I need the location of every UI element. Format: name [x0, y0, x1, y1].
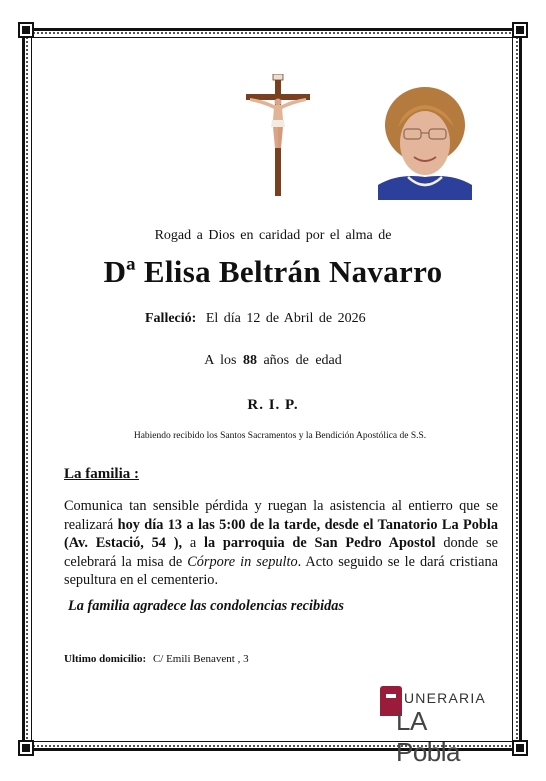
logo-text-bottom: LA Pobla [396, 706, 460, 767]
last-address-label: Ultimo domicilio: [64, 653, 147, 665]
invocation-text: Rogad a Dios en caridad por el alma de [154, 228, 392, 243]
crucifix-icon [244, 74, 312, 196]
funeral-announcement [64, 497, 498, 590]
sacraments-note: Habiendo recibido los Santos Sacramentos y la Bendición Apostólica de S.S. [133, 431, 427, 441]
death-date-label: Falleció: [145, 311, 197, 326]
family-heading: La familia : [64, 466, 139, 482]
announcement-bold: hoy día 13 a las 5:00 de la tarde, desde el Tanatorio La Pobla (Av. Estació, 54 ), [64, 516, 498, 551]
announcement-italic: Córpore in sepulto [187, 553, 298, 570]
rip-text: R. I. P. [247, 397, 299, 413]
announcement-part: Comunica tan sensible pérdida y ruegan la asistencia al entierro que se realizará [64, 498, 498, 533]
corner-ornament [512, 22, 528, 38]
announcement-part: . Acto seguido se le dará cristiana sepultura en el cementerio. [64, 553, 498, 588]
announcement-part: donde se celebrará la misa de [64, 535, 498, 570]
corner-ornament [18, 22, 34, 38]
funeraria-logo [380, 686, 492, 767]
deceased-name: Dª Elisa Beltrán Navarro [103, 254, 443, 289]
family-thanks: La familia agradece las condolencias recibidas [68, 598, 344, 614]
death-date [145, 311, 366, 327]
portrait-photo [378, 85, 472, 200]
corner-ornament [18, 740, 34, 756]
announcement-part: a [182, 535, 204, 551]
logo-text-top: UNERARIA [404, 690, 486, 706]
death-date-value: El día 12 de Abril de 2026 [205, 311, 366, 326]
last-address-value: C/ Emili Benavent , 3 [152, 653, 249, 665]
age-suffix: años de edad [263, 353, 342, 368]
corner-ornament [512, 740, 528, 756]
announcement-bold: la parroquia de San Pedro Apostol [204, 535, 436, 551]
age-line [0, 353, 546, 369]
age-value: 88 [242, 353, 257, 368]
last-address [64, 653, 249, 665]
age-prefix: A los [204, 353, 237, 368]
